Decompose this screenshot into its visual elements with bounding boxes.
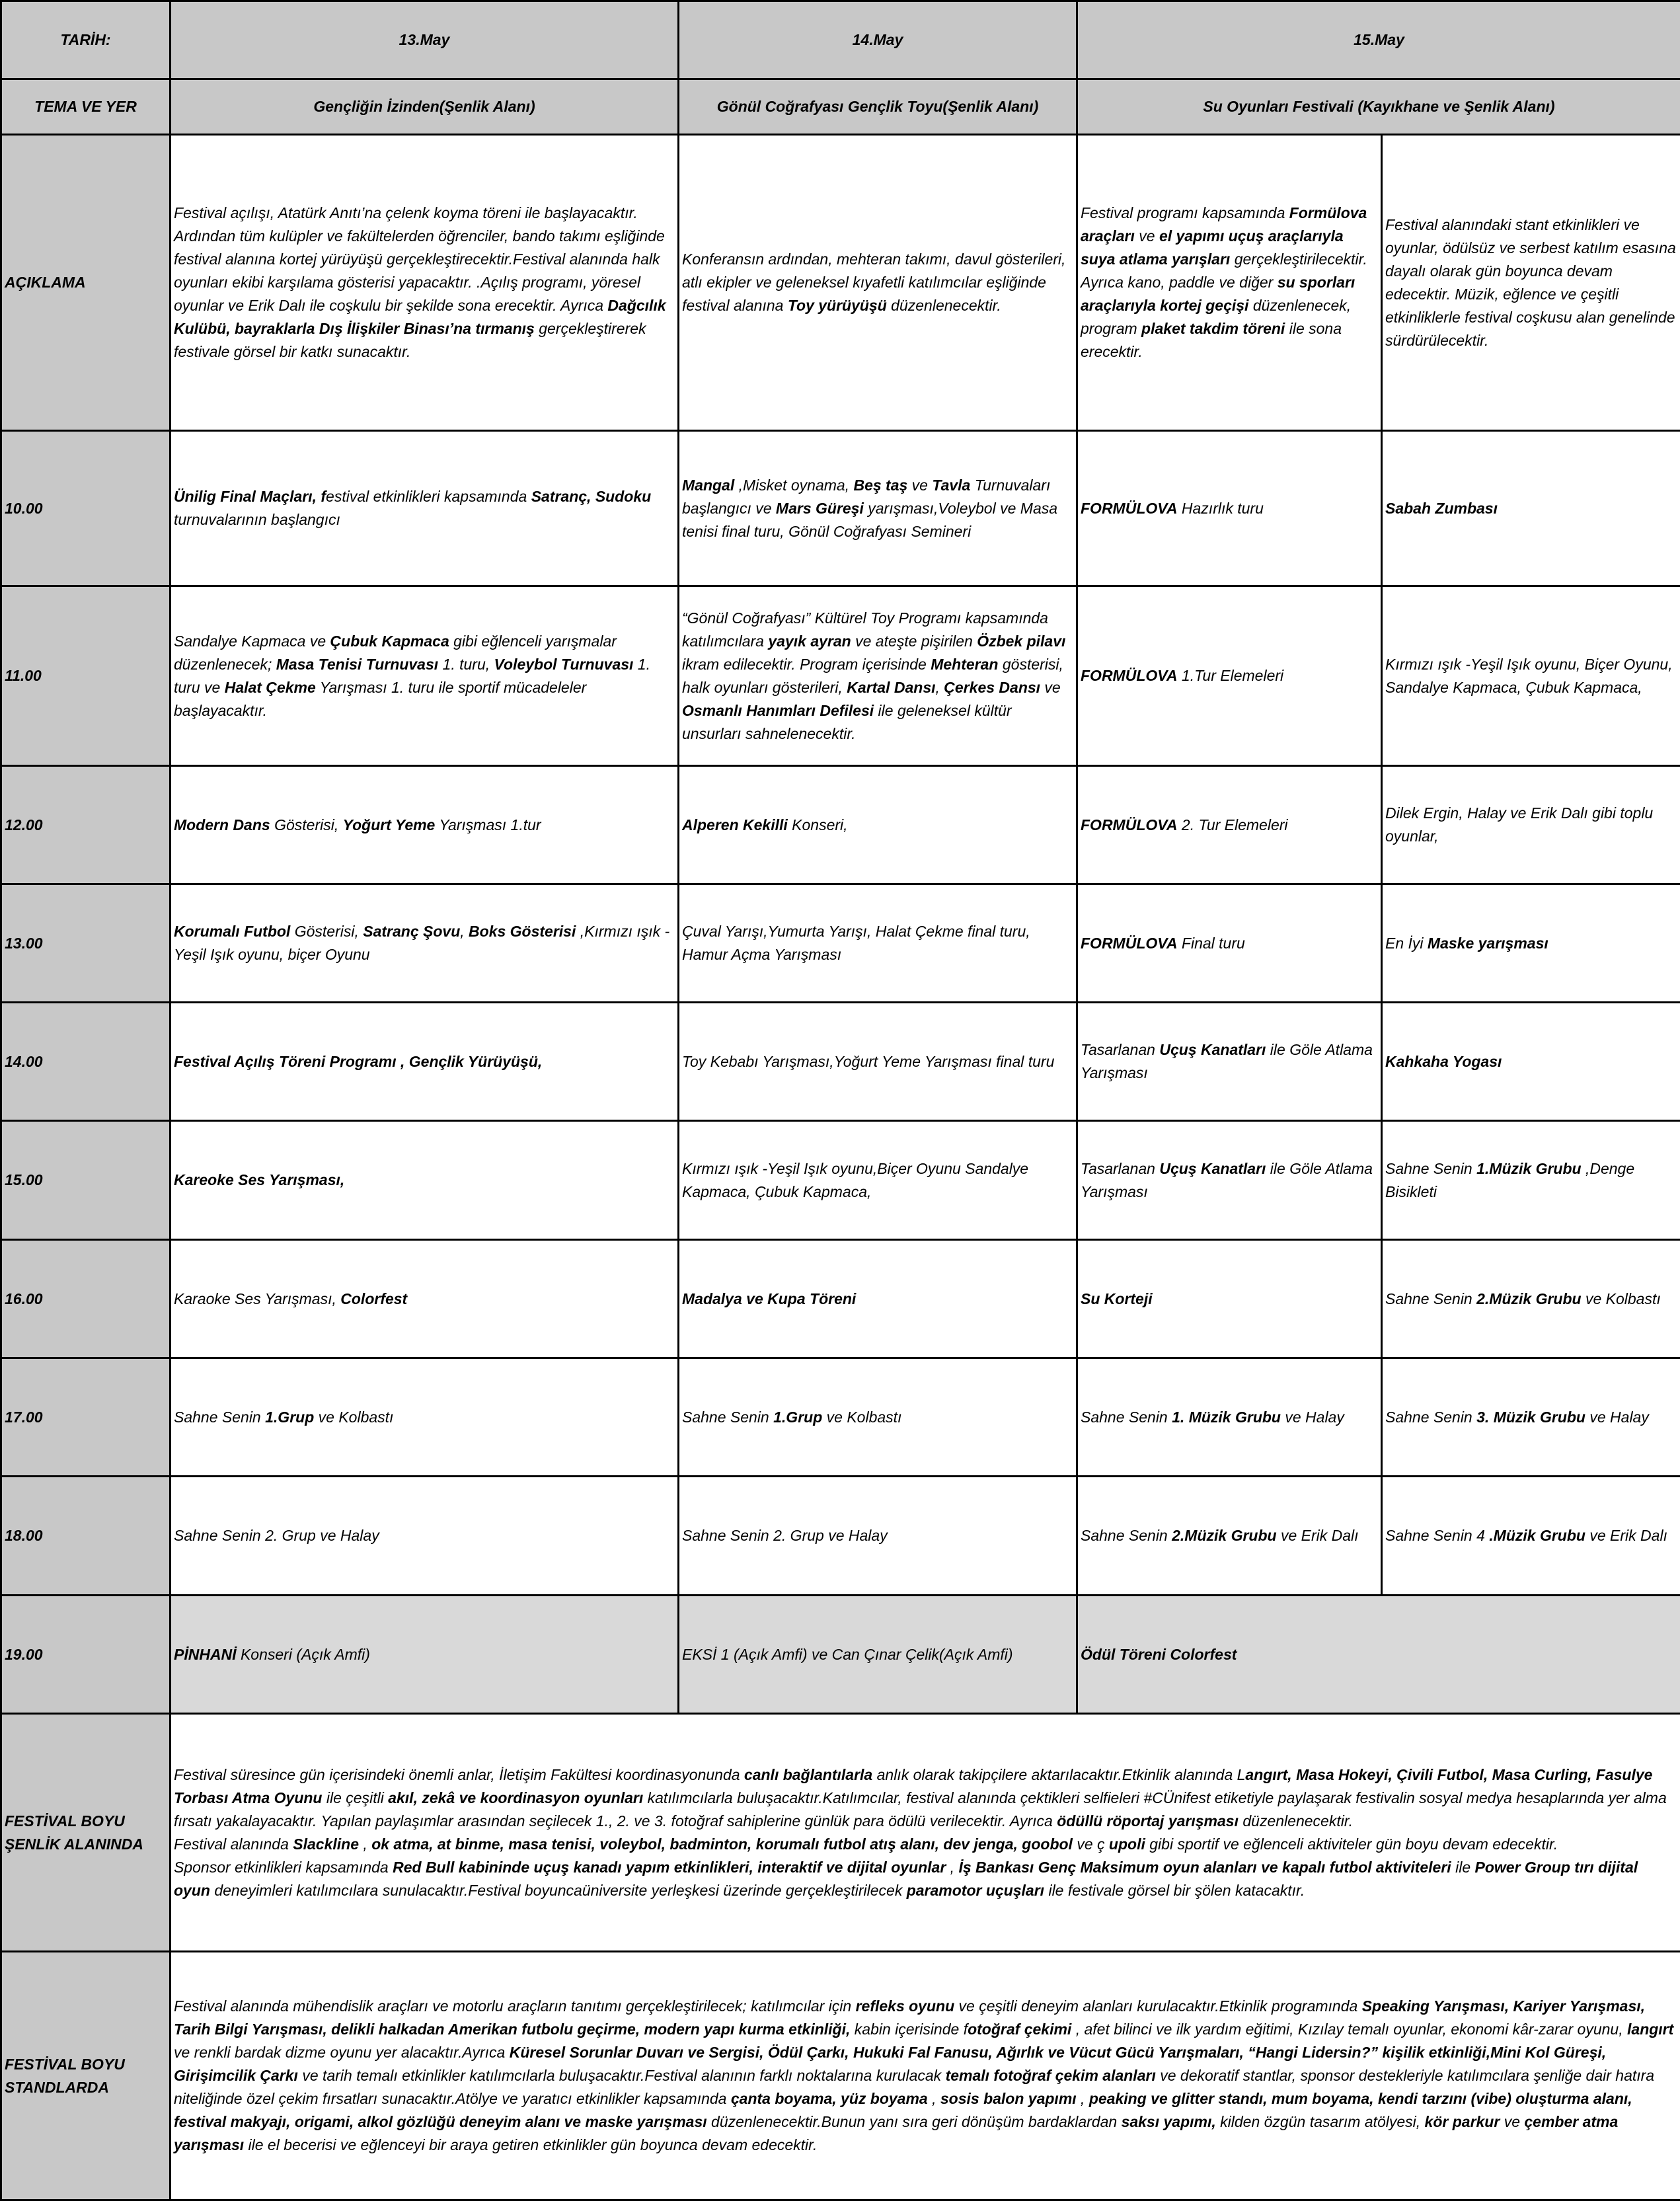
schedule-row-1500 [1,1121,1680,1240]
highlight-text: Colorfest [340,1290,408,1307]
activity-day2 [679,1003,1077,1121]
highlight-text: 1.Müzik Grubu [1476,1159,1582,1177]
activity-day3-lake [1077,884,1382,1003]
body-text: En İyi [1385,934,1428,952]
theme-day3: Su Oyunları Festivali (Kayıkhane ve Şenlik Alanı) [1077,79,1680,135]
body-text: Gösterisi, [290,923,363,940]
body-text: ve Kolbastı [314,1408,394,1426]
body-text: ve Erik Dalı [1276,1527,1359,1544]
body-text: ve [1134,227,1159,245]
body-text: Sahne Senin [174,1408,266,1426]
activity-day1 [171,1003,679,1121]
body-text: ve tarih temalı etkinlikler katılımcılarla buluşacaktır.Festival alanının farklı noktalarına kurulacak [297,2067,946,2084]
festival-area-text [171,1714,1680,1952]
body-text: ile Göle Atlama Yarışması [1081,1041,1373,1081]
body-text: ikram edilecektir. Program içerisinde [682,655,931,673]
body-text: “Gönül Coğrafyası” Kültürel Toy Programı kapsamında katılımcılara [682,609,1048,650]
activity-day2 [679,884,1077,1003]
highlight-text: FORMÜLOVA [1081,667,1178,684]
highlight-text: Red Bull kabininde uçuş kanadı yapım etkinlikleri, interaktif ve dijital oyunlar [393,1858,946,1876]
body-text: Final turu [1177,934,1245,952]
activity-day3-lake [1077,586,1382,766]
highlight-text: Sabah Zumbası [1385,499,1498,517]
highlight-text: Kahkaha Yogası [1385,1052,1502,1070]
highlight-text: langırt [1627,2021,1674,2038]
body-text: Yarışması 1.tur [435,816,541,833]
time-label: 15.00 [1,1121,171,1240]
body-text: estival etkinlikleri kapsamında [326,488,531,505]
highlight-text: plaket takdim töreni [1141,320,1285,337]
body-text: ve renkli bardak dizme oyunu yer alacaktır.Ayrıca [174,2044,510,2061]
time-label: 12.00 [1,766,171,884]
body-text: düzenlenecektir.Bunun yanı sıra geri dönüşüm bardaklardan [706,2113,1122,2130]
highlight-text: Kareoke Ses Yarışması, [174,1171,345,1188]
body-text: ve Halay [1585,1408,1649,1426]
body-text: , [460,923,469,940]
activity-day3-area [1382,586,1680,766]
activity-day3-lake [1077,1358,1382,1477]
body-text: ile sona erecektir. [1081,320,1342,360]
activity-day3-lake [1077,1003,1382,1121]
body-text: , [946,1858,959,1876]
highlight-text: angırt, Masa Hokeyi, Çivili Futbol, Masa Curling, Fasulye Torbası Atma Oyunu [174,1765,1653,1806]
highlight-text: canlı bağlantılarla [744,1765,873,1783]
highlight-text: PİNHANİ [174,1645,237,1663]
highlight-text: Korumalı Futbol [174,923,291,940]
body-text: Sahne Senin 2. Grup ve Halay [682,1527,888,1544]
highlight-text: Ödül Töreni Colorfest [1081,1645,1237,1663]
highlight-text: FORMÜLOVA [1081,816,1178,833]
activity-day1 [171,1121,679,1240]
activity-day3-lake [1077,1121,1382,1240]
time-label: 10.00 [1,431,171,586]
body-text: Sahne Senin [1385,1408,1477,1426]
time-label: 13.00 [1,884,171,1003]
activity-day3-lake [1077,431,1382,586]
highlight-text: Beş taş [853,476,908,494]
body-text: , [1076,2090,1089,2107]
highlight-text: peaking ve glitter standı, mum boyama, kendi tarzını (vibe) oluşturma alanı, festival makyajı, origami, alkol gözlüğü deneyim alanı ve maske yarışması [174,2090,1632,2130]
activity-day2 [679,1121,1077,1240]
highlight-text: 2.Müzik Grubu [1172,1527,1277,1544]
body-text: ve Erik Dalı [1585,1527,1667,1544]
festival-stands-label: FESTİVAL BOYU STANDLARDA [1,1952,171,2200]
body-text: EKSİ 1 (Açık Amfi) ve Can Çınar Çelik(Açık Amfi) [682,1645,1013,1663]
activity-day3-area [1382,1477,1680,1596]
time-label: 18.00 [1,1477,171,1596]
body-text: Hazırlık turu [1177,499,1264,517]
time-label: 11.00 [1,586,171,766]
body-text: 1. turu, [438,655,494,673]
body-text: ,Misket oynama, [734,476,854,494]
schedule-row-1000 [1,431,1680,586]
body-text: ile geleneksel kültür unsurları sahnelenecektir. [682,701,1012,742]
highlight-text: 3. Müzik Grubu [1476,1408,1585,1426]
highlight-text: su sporları araçlarıyla kortej geçişi [1081,274,1355,314]
highlight-text: Yoğurt Yeme [342,816,436,833]
body-text: Kırmızı ışık -Yeşil Işık oyunu, Biçer Oyunu, Sandalye Kapmaca, Çubuk Kapmaca, [1385,655,1673,696]
evening-day2 [679,1596,1077,1714]
activity-day3-lake [1077,1477,1382,1596]
highlight-text: Festival Açılış Töreni Programı , Gençlik Yürüyüşü, [174,1052,543,1070]
highlight-text: upoli [1108,1835,1145,1853]
highlight-text: Toy yürüyüşü [787,297,887,314]
highlight-text: 1.Grup [265,1408,315,1426]
body-text: , afet bilinci ve ilk yardım eğitimi, Kızılay temalı oyunlar, ekonomi kâr-zarar oyunu, [1071,2021,1628,2038]
highlight-text: Kartal Dansı [847,678,936,696]
body-text: ve [1500,2113,1525,2130]
highlight-text: yüz boyama [841,2090,928,2107]
body-text: Sahne Senin 2. Grup ve Halay [174,1527,379,1544]
body-text: , [927,2090,940,2107]
body-text: Tasarlanan [1081,1041,1160,1058]
theme-label: TEMA VE YER [1,79,171,135]
body-text: Sahne Senin 4 [1385,1527,1490,1544]
theme-day1: Gençliğin İzinden(Şenlik Alanı) [171,79,679,135]
highlight-text: FORMÜLOVA [1081,934,1178,952]
body-text: , [935,678,944,696]
schedule-row-1700 [1,1358,1680,1477]
time-label: 19.00 [1,1596,171,1714]
highlight-text: 2.Müzik Grubu [1476,1290,1582,1307]
body-text: gibi sportif ve eğlenceli aktiviteler gün boyu devam edecektir. Sponsor etkinlikleri kapsamında [174,1835,1558,1876]
activity-day3-area [1382,1358,1680,1477]
body-text: ve Kolbastı [1581,1290,1661,1307]
body-text: ,Denge Bisikleti [1385,1159,1635,1200]
highlight-text: ödüllü röportaj yarışması [1057,1812,1239,1830]
highlight-text: Mangal [682,476,735,494]
festival-area-label: FESTİVAL BOYU ŞENLİK ALANINDA [1,1714,171,1952]
schedule-row-1400 [1,1003,1680,1121]
activity-day1 [171,586,679,766]
highlight-text: çanta boyama, [730,2090,837,2107]
highlight-text: .Müzik Grubu [1489,1527,1585,1544]
body-text: ile el becerisi ve eğlenceyi bir araya getiren etkinlikler gün boyunca devam edecektir. [244,2136,818,2153]
body-text: yarışması,Voleybol ve Masa tenisi final turu, Gönül Coğrafyası Semineri [682,499,1058,540]
activity-day3-area [1382,766,1680,884]
highlight-text: saksı yapımı, [1121,2113,1216,2130]
highlight-text: Modern Dans [174,816,270,833]
body-text: Festival süresince gün içerisindeki önemli anlar, İletişim Fakültesi koordinasyonunda [174,1765,744,1783]
body-text: ile Göle Atlama Yarışması [1081,1159,1373,1200]
body-text: Dilek Ergin, Halay ve Erik Dalı gibi toplu oyunlar, [1385,804,1654,845]
evening-day1 [171,1596,679,1714]
highlight-text: Su Korteji [1081,1290,1153,1307]
highlight-text: Speaking Yarışması, Kariyer Yarışması, Tarih Bilgi Yarışması, delikli halkadan Amerikan futbolu geçirme, modern yapı kurma etkinliği, [174,1997,1646,2038]
activity-day2 [679,1358,1077,1477]
activity-day1 [171,766,679,884]
body-text: Konseri (Açık Amfi) [236,1645,370,1663]
body-text: Festival alanında mühendislik araçları ve motorlu araçların tanıtımı gerçekleştirilecek; katılımcılar için [174,1997,856,2015]
body-text: kilden özgün tasarım atölyesi, [1215,2113,1425,2130]
body-text: Sahne Senin [1081,1527,1172,1544]
activity-day3-lake [1077,1240,1382,1358]
body-text: deneyimleri katılımcılara sunulacaktır.Festival boyuncaüniversite yerleşkesi üzerinde gerçekleştirilecek [210,1881,907,1899]
body-text: ve ateşte pişirilen [851,632,977,650]
body-text: Toy Kebabı Yarışması,Yoğurt Yeme Yarışması final turu [682,1052,1055,1070]
highlight-text: Uçuş Kanatları [1159,1159,1266,1177]
highlight-text: Tavla [932,476,971,494]
body-text: Gösterisi, [270,816,343,833]
time-label: 14.00 [1,1003,171,1121]
body-text: ve dekoratif stantlar, sponsor destekleriyle katılımcılara şenliğe dair hatıra niteliğinde özel çekim fırsatları sunacaktır.Atölye ve yaratıcı etkinlikler kapsamında [174,2067,1655,2107]
activity-day1 [171,1477,679,1596]
highlight-text: Çerkes Dansı [944,678,1041,696]
body-text: ile çeşitli [322,1789,389,1806]
highlight-text: Alperen Kekilli [682,816,788,833]
activity-day3-area [1382,884,1680,1003]
schedule-row-1800 [1,1477,1680,1596]
highlight-text: ok atma, at binme, masa tenisi, voleybol, badminton, korumalı futbol atış alanı, dev jenga, goobol [371,1835,1073,1853]
body-text: Festival alanındaki stant etkinlikleri ve oyunlar, ödülsüz ve serbest katılım esasına dayalı olarak gün boyunca devam edecektir. Müzik, eğlence ve çeşitli etkinliklerle festival coşkusu alan genelinde sürdürülecektir. [1385,215,1676,349]
body-text: ile [1451,1858,1475,1876]
time-label: 17.00 [1,1358,171,1477]
body-text: gerçekleştirilecektir. Ayrıca kano, paddle ve diğer [1081,251,1367,291]
highlight-text: refleks oyunu [855,1997,955,2015]
highlight-text: Maske yarışması [1427,934,1548,952]
activity-day2 [679,1477,1077,1596]
body-text: ve Kolbastı [822,1408,902,1426]
description-day2 [679,135,1077,431]
body-text: Sahne Senin [682,1408,774,1426]
body-text: 2. Tur Elemeleri [1177,816,1288,833]
highlight-text: sosis balon yapımı [940,2090,1077,2107]
theme-day2: Gönül Coğrafyası Gençlik Toyu(Şenlik Alanı) [679,79,1077,135]
body-text: düzenlenecek, program [1081,297,1352,337]
festival-stands-row [1,1952,1680,2200]
highlight-text: Masa Tenisi Turnuvası [276,655,439,673]
date-day2: 14.May [679,1,1077,79]
body-text: Sahne Senin [1385,1159,1477,1177]
description-day3-lake [1077,135,1382,431]
body-text: ve ç [1072,1835,1109,1853]
highlight-text: el yapımı uçuş araçlarıyla suya atlama yarışları [1081,227,1344,268]
body-text: Turnuvaları başlangıcı ve [682,476,1051,517]
body-text: ve çeşitli deneyim alanları kurulacaktır.Etkinlik programında [954,1997,1362,2015]
body-text: Sahne Senin [1385,1290,1477,1307]
schedule-row-1900 [1,1596,1680,1714]
highlight-text: Osmanlı Hanımları Defilesi [682,701,874,719]
body-text: , [359,1835,372,1853]
highlight-text: Boks Gösterisi [469,923,576,940]
highlight-text: 1.Grup [773,1408,823,1426]
activity-day3-area [1382,1240,1680,1358]
body-text: Konferansın ardından, mehteran takımı, davul gösterileri, atlı ekipler ve geleneksel kıyafetli katılımcılar eşliğinde festival alanına [682,251,1066,314]
highlight-text: Mehteran [931,655,999,673]
activity-day3-area [1382,1003,1680,1121]
body-text: Sahne Senin [1081,1408,1172,1426]
theme-row [1,79,1680,135]
schedule-row-1300 [1,884,1680,1003]
body-text: turnuvalarının başlangıcı [174,511,340,528]
body-text: düzenlenecektir. Festival alanında [174,1812,1354,1853]
highlight-text: akıl, zekâ ve koordinasyon oyunları [388,1789,644,1806]
body-text: anlık olarak takipçilere aktarılacaktır.Etkinlik alanında L [872,1765,1246,1783]
date-day1: 13.May [171,1,679,79]
activity-day2 [679,766,1077,884]
highlight-text: Formülova araçları [1081,204,1367,245]
body-text: ile festivale görsel bir şölen katacaktır. [1044,1881,1305,1899]
body-text: katılımcılarla buluşacaktır.Katılımcılar, festival alanında çektikleri selfieleri #CÜnifest etiketiyle paylaşarak festivalin sosyal medya hesaplarında yer alma fırsatı yakalayacaktır. Yapılan paylaşımlar arasından seçilecek 1., 2. ve 3. fotoğraf sahiplerine günlük para ödülü verilecektir. Ayrıca [174,1789,1667,1830]
activity-day3-area [1382,1121,1680,1240]
body-text: gösterisi, halk oyunları gösterileri, [682,655,1063,696]
body-text: 1.Tur Elemeleri [1177,667,1284,684]
highlight-text: Uçuş Kanatları [1159,1041,1266,1058]
highlight-text: otoğraf çekimi [968,2021,1072,2038]
body-text: Tasarlanan [1081,1159,1160,1177]
highlight-text: FORMÜLOVA [1081,499,1178,517]
body-text: kabin içerisinde f [850,2021,968,2038]
highlight-text: paramotor uçuşları [906,1881,1045,1899]
highlight-text: çember atma yarışması [174,2113,1619,2153]
highlight-text: kör parkur [1424,2113,1500,2130]
activity-day1 [171,884,679,1003]
festival-stands-text [171,1952,1680,2200]
highlight-text: Power Group tırı dijital oyun [174,1858,1638,1899]
body-text: Sandalye Kapmaca ve [174,632,330,650]
body-text: düzenlenecektir. [886,297,1001,314]
highlight-text: Dağcılık Kulübü, bayraklarla Dış İlişkiler Binası’na tırmanış [174,297,666,337]
highlight-text: yayık ayran [768,632,851,650]
activity-day2 [679,431,1077,586]
tarih-label: TARİH: [1,1,171,79]
date-header-row [1,1,1680,79]
body-text: Festival açılışı, Atatürk Anıtı’na çelenk koyma töreni ile başlayacaktır. Ardından tüm kulüpler ve fakültelerden öğrenciler, bando takımı eşliğinde festival alanına kortej yürüyüşü gerçekleştirecektir.Festival alanında halk oyunları ekibi karşılama gösterisi yapacaktır. .Açılış programı, yöresel oyunlar ve Erik Dalı ile coşkulu bir şekilde sona erecektir. Ayrıca [174,204,665,314]
highlight-text: Madalya ve Kupa Töreni [682,1290,857,1307]
body-text: Festival programı kapsamında [1081,204,1289,221]
activity-day2 [679,586,1077,766]
schedule-row-1200 [1,766,1680,884]
activity-day2 [679,1240,1077,1358]
body-text: Kırmızı ışık -Yeşil Işık oyunu,Biçer Oyunu Sandalye Kapmaca, Çubuk Kapmaca, [682,1159,1029,1200]
description-day1 [171,135,679,431]
activity-day1 [171,1240,679,1358]
activity-day1 [171,1358,679,1477]
body-text: Çuval Yarışı,Yumurta Yarışı, Halat Çekme final turu, Hamur Açma Yarışması [682,923,1030,963]
highlight-text: Küresel Sorunlar Duvarı ve Sergisi, Ödül Çarkı, Hukuki Fal Fanusu, Ağırlık ve Vücut Gücü Yarışmaları, “Hangi Lidersin?” kişilik etkinliği,Mini Kol Güreşi, Girişimcilik Çarkı [174,2044,1607,2084]
highlight-text: Slackline [293,1835,360,1853]
highlight-text: Satranç, Sudoku [531,488,652,505]
body-text: gerçekleştirerek festivale görsel bir katkı sunacaktır. [174,320,646,360]
highlight-text: temalı fotoğraf çekim alanları [945,2067,1156,2084]
highlight-text: 1. Müzik Grubu [1172,1408,1281,1426]
activity-day3-lake [1077,766,1382,884]
body-text: ve [1040,678,1061,696]
body-text: Konseri, [787,816,848,833]
body-text: ve Halay [1280,1408,1344,1426]
highlight-text: Satranç Şovu [363,923,461,940]
body-text: gibi eğlenceli yarışmalar düzenlenecek; [174,632,617,673]
evening-day3 [1077,1596,1680,1714]
schedule-row-1100 [1,586,1680,766]
highlight-text: Voleybol Turnuvası [494,655,634,673]
body-text: ,Kırmızı ışık -Yeşil Işık oyunu, biçer Oyunu [174,923,670,963]
description-row [1,135,1680,431]
highlight-text: Ünilig Final Maçları, f [174,488,326,505]
highlight-text: Özbek pilavı [977,632,1066,650]
highlight-text: Çubuk Kapmaca [330,632,449,650]
activity-day3-area [1382,431,1680,586]
highlight-text: Mars Güreşi [775,499,864,517]
highlight-text: Halat Çekme [224,678,316,696]
time-label: 16.00 [1,1240,171,1358]
schedule-row-1600 [1,1240,1680,1358]
activity-day1 [171,431,679,586]
highlight-text: İş Bankası Genç Maksimum oyun alanları ve kapalı futbol aktiviteleri [958,1858,1451,1876]
festival-area-row [1,1714,1680,1952]
body-text: Karaoke Ses Yarışması, [174,1290,341,1307]
date-day3: 15.May [1077,1,1680,79]
body-text: 1. turu ve [174,655,650,696]
description-label: AÇIKLAMA [1,135,171,431]
body-text: Yarışması 1. turu ile sportif mücadeleler başlayacaktır. [174,678,587,719]
description-day3-area [1382,135,1680,431]
body-text: ve [907,476,933,494]
